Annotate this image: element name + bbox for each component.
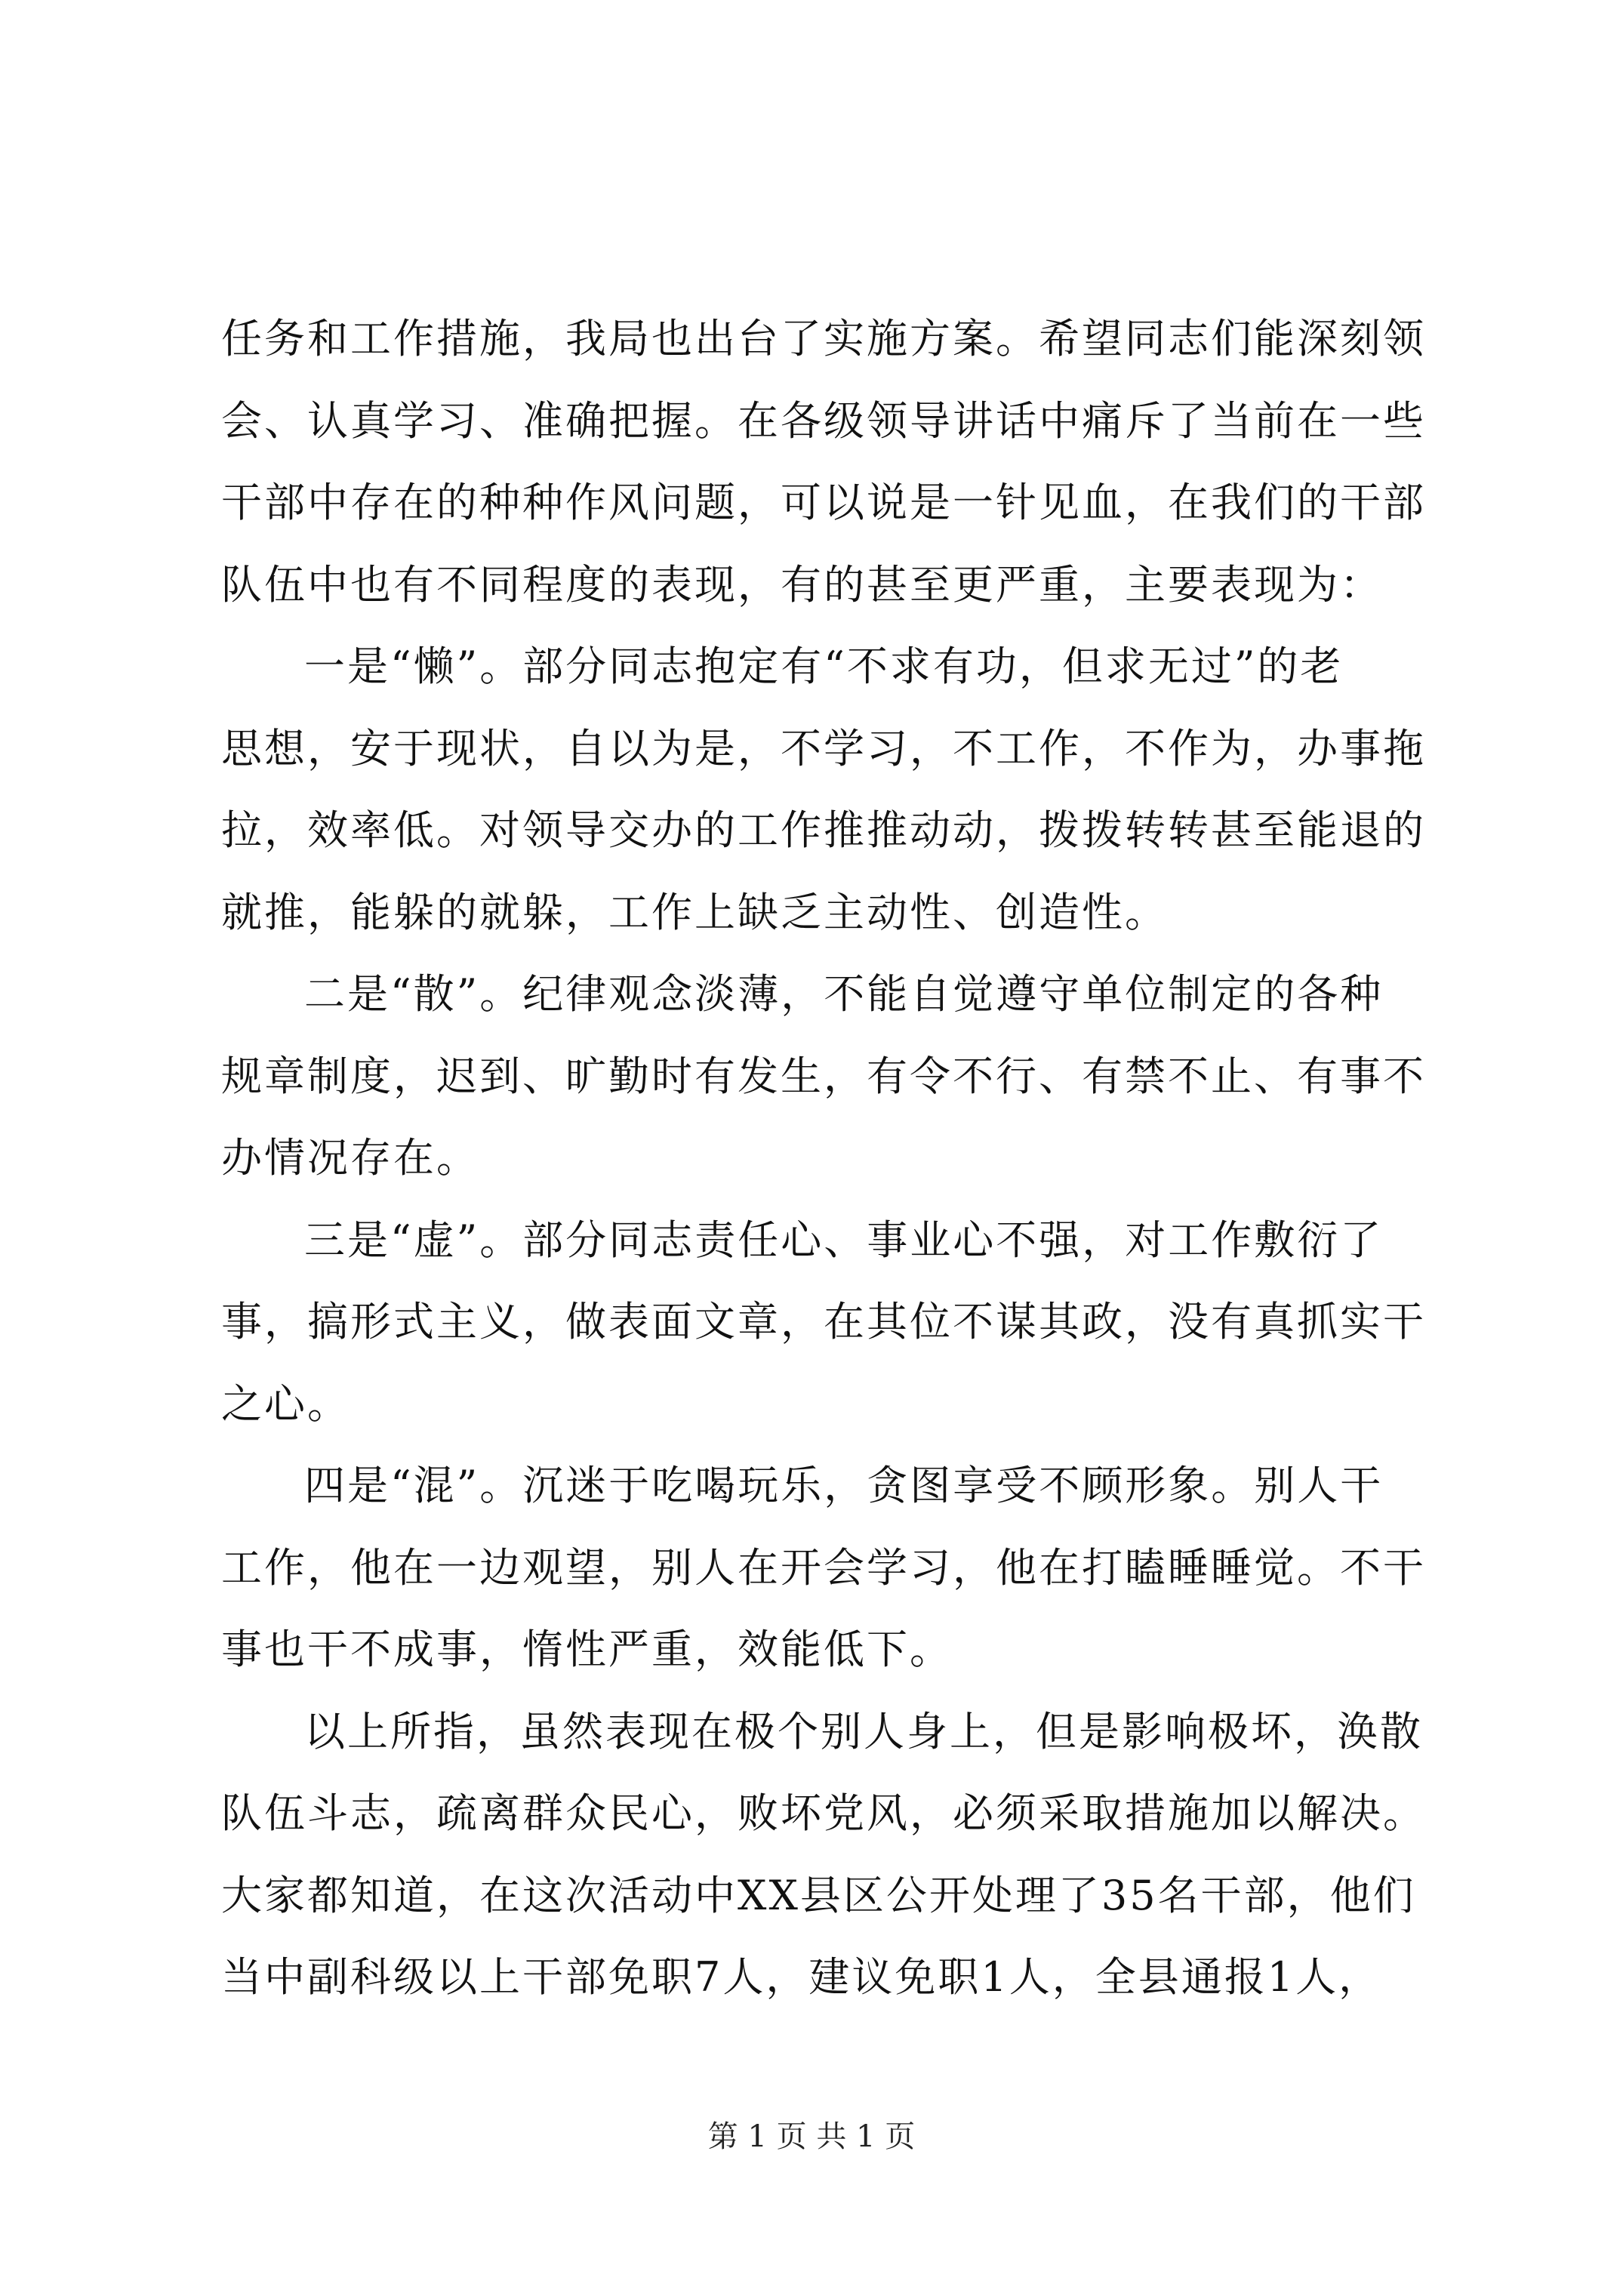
paragraph-start-line: 一是“懒”。部分同志抱定有“不求有功，但求无过”的老 [304, 643, 1344, 690]
text-line: 队伍中也有不同程度的表现，有的甚至更严重，主要表现为： [221, 560, 1383, 609]
text-line: 事也干不成事，惰性严重，效能低下。 [221, 1626, 953, 1673]
text-line: 干部中存在的种种作风问题，可以说是一针见血，在我们的干部 [221, 479, 1426, 526]
text-line: 拉，效率低。对领导交办的工作推推动动，拨拨转转甚至能退的 [221, 806, 1426, 854]
text-line: 大家都知道，在这次活动中XX县区公开处理了35名干部，他们 [221, 1871, 1416, 1919]
paragraph-start-line: 二是“散”。纪律观念淡薄，不能自觉遵守单位制定的各种 [304, 970, 1384, 1018]
text-line: 之心。 [221, 1379, 350, 1428]
page-footer [0, 2118, 1623, 2156]
text-line: 思想，安于现状，自以为是，不学习，不工作，不作为，办事拖 [221, 724, 1426, 772]
text-line: 事，搞形式主义，做表面文章，在其位不谋其政，没有真抓实干 [221, 1298, 1426, 1345]
page-number-label: 第 1 页 共 1 页 [707, 2119, 916, 2154]
text-line: 当中副科级以上干部免职7人，建议免职1人，全县通报1人， [221, 1953, 1382, 2001]
text-line: 任务和工作措施，我局也出台了实施方案。希望同志们能深刻领 [221, 315, 1426, 362]
text-line: 队伍斗志，疏离群众民心，败坏党风，必须采取措施加以解决。 [221, 1789, 1426, 1837]
document-body [221, 298, 1426, 2019]
text-line: 办情况存在。 [221, 1134, 479, 1182]
paragraph-start-line: 四是“混”。沉迷于吃喝玩乐，贪图享受不顾形象。别人干 [304, 1462, 1384, 1509]
paragraph-start-line: 以上所指，虽然表现在极个别人身上，但是影响极坏，涣散 [304, 1707, 1423, 1755]
text-line: 就推，能躲的就躲，工作上缺乏主动性、创造性。 [221, 888, 1168, 936]
text-line: 规章制度，迟到、旷勤时有发生，有令不行、有禁不止、有事不 [221, 1052, 1426, 1100]
paragraph-start-line: 三是“虚”。部分同志责任心、事业心不强，对工作敷衍了 [304, 1216, 1384, 1264]
text-line: 会、认真学习、准确把握。在各级领导讲话中痛斥了当前在一些 [221, 396, 1426, 445]
text-line: 工作，他在一边观望，别人在开会学习，他在打瞌睡睡觉。不干 [221, 1543, 1426, 1592]
